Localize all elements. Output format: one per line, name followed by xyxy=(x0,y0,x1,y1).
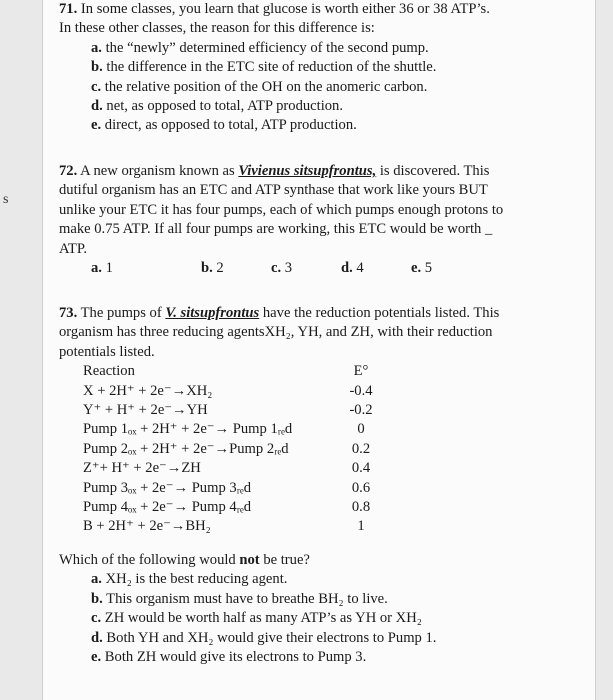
q71-options xyxy=(59,39,589,136)
q72-line1: 72. A new organism known as Vivienus sitsupfrontus, is discovered. This xyxy=(59,163,490,179)
q72-number: 72. xyxy=(59,163,78,179)
q71-option-c: c. the relative position of the OH on the anomeric carbon. xyxy=(91,78,428,95)
document-page xyxy=(42,0,596,700)
q71-option-b: b. the difference in the ETC site of reduction of the shuttle. xyxy=(91,59,437,76)
q72-options xyxy=(59,259,589,278)
question-73 xyxy=(59,304,589,667)
q71-stem-line2: In these other classes, the reason for this difference is: xyxy=(59,20,375,37)
q73-options xyxy=(59,570,589,667)
reaction-row: Y⁺ + H⁺ + 2e⁻→YH -0.2 xyxy=(83,402,373,419)
reaction-table xyxy=(59,362,589,537)
reaction-table-header xyxy=(83,362,589,381)
question-72 xyxy=(59,162,589,278)
q72-organism-name: Vivienus sitsupfrontus, xyxy=(238,163,377,179)
q71-option-a: a. the “newly” determined efficiency of the second pump. xyxy=(91,39,429,56)
reaction-row: Z⁺+ H⁺ + 2e⁻→ZH 0.4 xyxy=(83,460,371,477)
q73-option-c: c. ZH would be worth half as many ATP’s as YH or XH₂ xyxy=(91,610,422,627)
margin-mark: s xyxy=(3,192,9,207)
q71-stem-line1: 71. In some classes, you learn that glucose is worth either 36 or 38 ATP’s. xyxy=(59,1,490,17)
q71-number: 71. xyxy=(59,1,78,17)
reaction-row: X + 2H⁺ + 2e⁻→XH₂ -0.4 xyxy=(83,382,373,399)
question-71 xyxy=(59,0,589,136)
q73-option-a: a. XH₂ is the best reducing agent. xyxy=(91,571,288,588)
header-reaction: Reaction xyxy=(83,363,135,380)
q73-line3: potentials listed. xyxy=(59,343,155,360)
q73-number: 73. xyxy=(59,305,78,321)
q72-line3: unlike your ETC it has four pumps, each of which pumps enough protons to xyxy=(59,201,504,218)
reaction-row: Pump 3ₒₓ + 2e⁻→ Pump 3ᵣₑd 0.6 xyxy=(83,479,371,496)
q72-line5: ATP. xyxy=(59,240,87,257)
q73-which: Which of the following would not be true? xyxy=(59,551,310,568)
q73-option-d: d. Both YH and XH₂ would give their electrons to Pump 1. xyxy=(91,629,437,646)
q73-option-e: e. Both ZH would give its electrons to Pump 3. xyxy=(91,648,367,665)
header-e: E° xyxy=(353,363,369,380)
q72-option-c: c. 3 xyxy=(271,260,293,277)
q73-organism-name: V. sitsupfrontus xyxy=(165,305,260,321)
q71-option-d: d. net, as opposed to total, ATP production. xyxy=(91,98,344,115)
q72-option-d: d. 4 xyxy=(341,260,364,277)
q72-line2: dutiful organism has an ETC and ATP synthase that work like yours BUT xyxy=(59,182,488,199)
reaction-row: Pump 4ₒₓ + 2e⁻→ Pump 4ᵣₑd 0.8 xyxy=(83,499,371,516)
q73-line2: organism has three reducing agentsXH₂, YH, and ZH, with their reduction xyxy=(59,324,493,341)
reaction-row: Pump 2ₒₓ + 2H⁺ + 2e⁻→Pump 2ᵣₑd 0.2 xyxy=(83,440,371,457)
q72-option-a: a. 1 xyxy=(91,260,113,277)
q72-option-e: e. 5 xyxy=(411,260,433,277)
q71-option-e: e. direct, as opposed to total, ATP production. xyxy=(91,117,357,134)
reaction-row: Pump 1ₒₓ + 2H⁺ + 2e⁻→ Pump 1ᵣₑd 0 xyxy=(83,421,365,438)
q72-option-b: b. 2 xyxy=(201,260,224,277)
q73-option-b: b. This organism must have to breathe BH₂ to live. xyxy=(91,590,388,607)
q72-line4: make 0.75 ATP. If all four pumps are working, this ETC would be worth _ xyxy=(59,221,493,238)
reaction-row: B + 2H⁺ + 2e⁻→BH₂ 1 xyxy=(83,518,365,535)
q73-line1: 73. The pumps of V. sitsupfrontus have the reduction potentials listed. This xyxy=(59,305,500,321)
